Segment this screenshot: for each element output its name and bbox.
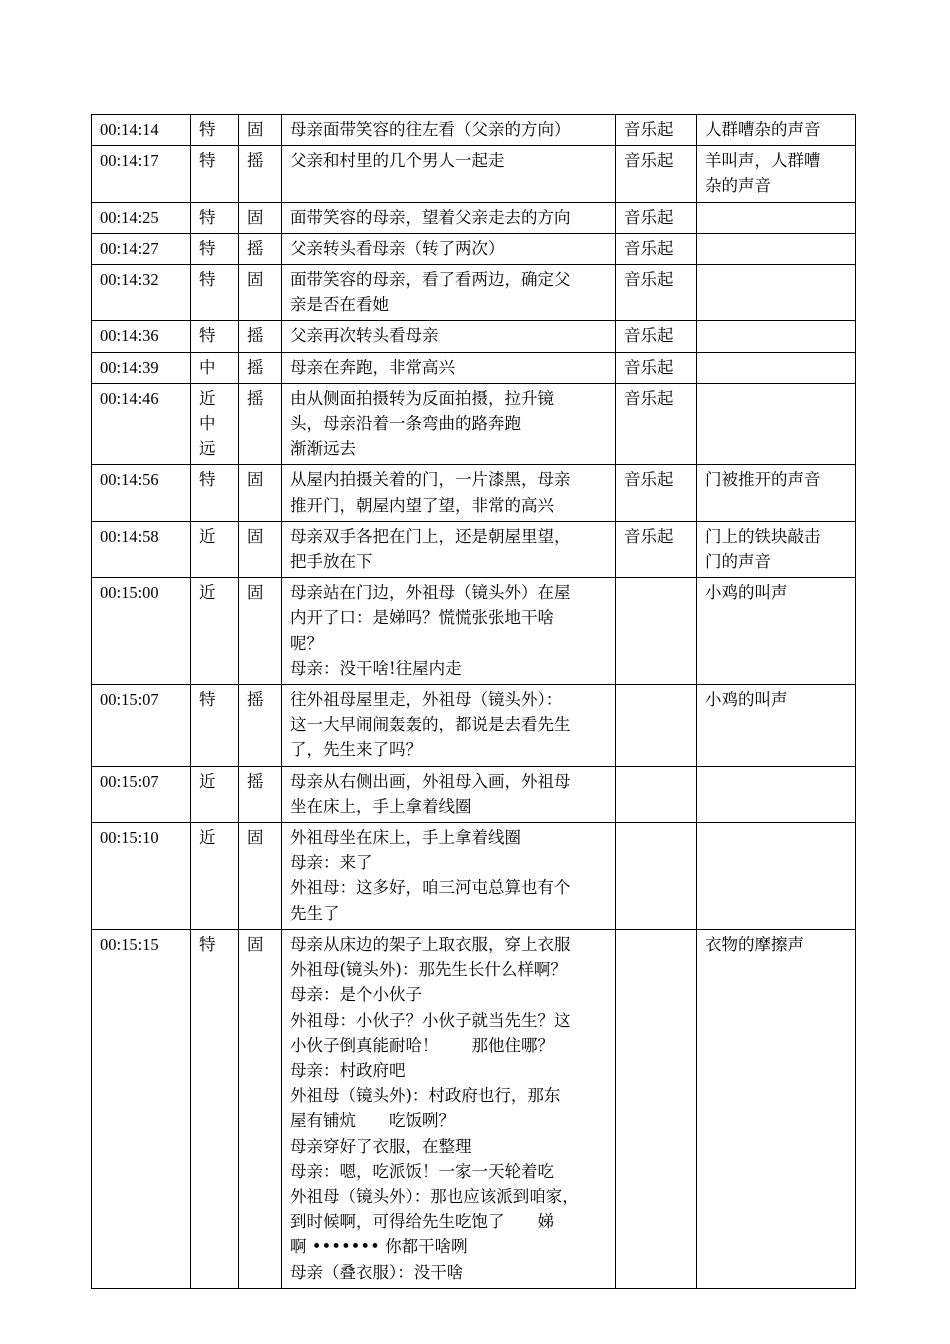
sound-effect-cell bbox=[697, 321, 856, 352]
table-row bbox=[92, 465, 856, 521]
sound-effect-cell bbox=[697, 383, 856, 465]
camera-move-cell: 固 bbox=[239, 115, 282, 146]
music-cell: 音乐起 bbox=[616, 521, 697, 577]
sound-effect-cell bbox=[697, 823, 856, 930]
timecode-cell: 00:14:14 bbox=[92, 115, 191, 146]
table-row bbox=[92, 521, 856, 577]
sound-effect-cell: 衣物的摩擦声 bbox=[697, 929, 856, 1288]
table-row bbox=[92, 929, 856, 1288]
timecode-cell: 00:15:07 bbox=[92, 685, 191, 767]
timecode-cell: 00:14:27 bbox=[92, 233, 191, 264]
timecode-cell: 00:14:58 bbox=[92, 521, 191, 577]
timecode-cell: 00:14:46 bbox=[92, 383, 191, 465]
music-cell bbox=[616, 823, 697, 930]
timecode-cell: 00:14:25 bbox=[92, 202, 191, 233]
shot-size-cell: 近 bbox=[191, 766, 239, 822]
shot-size-cell: 特 bbox=[191, 465, 239, 521]
table-row bbox=[92, 265, 856, 321]
shot-size-cell: 特 bbox=[191, 146, 239, 202]
timecode-cell: 00:15:00 bbox=[92, 578, 191, 685]
music-cell bbox=[616, 766, 697, 822]
camera-move-cell: 摇 bbox=[239, 685, 282, 767]
description-cell: 由从侧面拍摄转为反面拍摄，拉升镜 头，母亲沿着一条弯曲的路奔跑 渐渐远去 bbox=[282, 383, 616, 465]
shot-size-cell: 近 中 远 bbox=[191, 383, 239, 465]
camera-move-cell: 摇 bbox=[239, 352, 282, 383]
shot-size-cell: 特 bbox=[191, 685, 239, 767]
sound-effect-cell bbox=[697, 233, 856, 264]
camera-move-cell: 固 bbox=[239, 265, 282, 321]
music-cell: 音乐起 bbox=[616, 233, 697, 264]
table-row bbox=[92, 202, 856, 233]
description-cell: 从屋内拍摄关着的门，一片漆黑，母亲 推开门，朝屋内望了望，非常的高兴 bbox=[282, 465, 616, 521]
table-row bbox=[92, 115, 856, 146]
shot-size-cell: 近 bbox=[191, 521, 239, 577]
music-cell: 音乐起 bbox=[616, 202, 697, 233]
table-row bbox=[92, 321, 856, 352]
table-row bbox=[92, 823, 856, 930]
description-cell: 父亲和村里的几个男人一起走 bbox=[282, 146, 616, 202]
shot-size-cell: 近 bbox=[191, 578, 239, 685]
timecode-cell: 00:14:32 bbox=[92, 265, 191, 321]
description-cell: 面带笑容的母亲，望着父亲走去的方向 bbox=[282, 202, 616, 233]
music-cell: 音乐起 bbox=[616, 146, 697, 202]
camera-move-cell: 固 bbox=[239, 929, 282, 1288]
table-row bbox=[92, 578, 856, 685]
sound-effect-cell: 羊叫声，人群嘈 杂的声音 bbox=[697, 146, 856, 202]
timecode-cell: 00:15:10 bbox=[92, 823, 191, 930]
music-cell bbox=[616, 578, 697, 685]
camera-move-cell: 摇 bbox=[239, 146, 282, 202]
sound-effect-cell bbox=[697, 202, 856, 233]
description-cell: 母亲双手各把在门上，还是朝屋里望， 把手放在下 bbox=[282, 521, 616, 577]
description-cell: 父亲再次转头看母亲 bbox=[282, 321, 616, 352]
music-cell: 音乐起 bbox=[616, 383, 697, 465]
table-row bbox=[92, 352, 856, 383]
sound-effect-cell: 门上的铁块敲击 门的声音 bbox=[697, 521, 856, 577]
camera-move-cell: 摇 bbox=[239, 383, 282, 465]
sound-effect-cell bbox=[697, 766, 856, 822]
description-cell: 母亲站在门边，外祖母（镜头外）在屋 内开了口：是娣吗？慌慌张张地干啥 呢？ 母亲：没干啥!往屋内走 bbox=[282, 578, 616, 685]
description-cell: 往外祖母屋里走，外祖母（镜头外）： 这一大早闹闹轰轰的，都说是去看先生 了，先生来了吗？ bbox=[282, 685, 616, 767]
description-cell: 母亲面带笑容的往左看（父亲的方向） bbox=[282, 115, 616, 146]
music-cell: 音乐起 bbox=[616, 321, 697, 352]
shot-list-table bbox=[91, 114, 856, 1289]
shot-list-body bbox=[92, 115, 856, 1289]
shot-size-cell: 特 bbox=[191, 929, 239, 1288]
description-cell: 父亲转头看母亲（转了两次） bbox=[282, 233, 616, 264]
timecode-cell: 00:15:07 bbox=[92, 766, 191, 822]
description-cell: 母亲从床边的架子上取衣服，穿上衣服 外祖母(镜头外)：那先生长什么样啊？ 母亲：是个小伙子 外祖母：小伙子？小伙子就当先生？这 小伙子倒真能耐哈！ 那他住哪？ 母亲：村政府吧 外祖母（镜头外)：村政府也行，那东 屋有铺炕 吃饭咧？ 母亲穿好了衣服，在整理 母亲：嗯，吃派饭！一家一天轮着吃 外祖母（镜头外）：那也应该派到咱家， 到时候啊，可得给先生吃饱了 娣 啊 ••••••• 你都干啥咧 母亲（叠衣服）：没干啥 bbox=[282, 929, 616, 1288]
camera-move-cell: 摇 bbox=[239, 766, 282, 822]
shot-size-cell: 近 bbox=[191, 823, 239, 930]
music-cell: 音乐起 bbox=[616, 115, 697, 146]
music-cell: 音乐起 bbox=[616, 465, 697, 521]
timecode-cell: 00:14:56 bbox=[92, 465, 191, 521]
description-cell: 面带笑容的母亲，看了看两边，确定父 亲是否在看她 bbox=[282, 265, 616, 321]
sound-effect-cell: 小鸡的叫声 bbox=[697, 685, 856, 767]
camera-move-cell: 固 bbox=[239, 521, 282, 577]
timecode-cell: 00:14:36 bbox=[92, 321, 191, 352]
camera-move-cell: 固 bbox=[239, 578, 282, 685]
table-row bbox=[92, 383, 856, 465]
description-cell: 母亲在奔跑，非常高兴 bbox=[282, 352, 616, 383]
table-row bbox=[92, 146, 856, 202]
shot-size-cell: 特 bbox=[191, 202, 239, 233]
camera-move-cell: 固 bbox=[239, 202, 282, 233]
shot-size-cell: 特 bbox=[191, 115, 239, 146]
table-row bbox=[92, 685, 856, 767]
camera-move-cell: 摇 bbox=[239, 321, 282, 352]
sound-effect-cell bbox=[697, 265, 856, 321]
table-row bbox=[92, 233, 856, 264]
music-cell bbox=[616, 685, 697, 767]
sound-effect-cell bbox=[697, 352, 856, 383]
shot-size-cell: 中 bbox=[191, 352, 239, 383]
shot-size-cell: 特 bbox=[191, 233, 239, 264]
timecode-cell: 00:15:15 bbox=[92, 929, 191, 1288]
description-cell: 母亲从右侧出画，外祖母入画，外祖母 坐在床上，手上拿着线圈 bbox=[282, 766, 616, 822]
sound-effect-cell: 门被推开的声音 bbox=[697, 465, 856, 521]
timecode-cell: 00:14:39 bbox=[92, 352, 191, 383]
shot-size-cell: 特 bbox=[191, 321, 239, 352]
camera-move-cell: 摇 bbox=[239, 233, 282, 264]
sound-effect-cell: 小鸡的叫声 bbox=[697, 578, 856, 685]
music-cell: 音乐起 bbox=[616, 352, 697, 383]
camera-move-cell: 固 bbox=[239, 823, 282, 930]
music-cell bbox=[616, 929, 697, 1288]
camera-move-cell: 固 bbox=[239, 465, 282, 521]
music-cell: 音乐起 bbox=[616, 265, 697, 321]
shot-size-cell: 特 bbox=[191, 265, 239, 321]
timecode-cell: 00:14:17 bbox=[92, 146, 191, 202]
table-row bbox=[92, 766, 856, 822]
sound-effect-cell: 人群嘈杂的声音 bbox=[697, 115, 856, 146]
description-cell: 外祖母坐在床上，手上拿着线圈 母亲：来了 外祖母：这多好，咱三河屯总算也有个 先生了 bbox=[282, 823, 616, 930]
